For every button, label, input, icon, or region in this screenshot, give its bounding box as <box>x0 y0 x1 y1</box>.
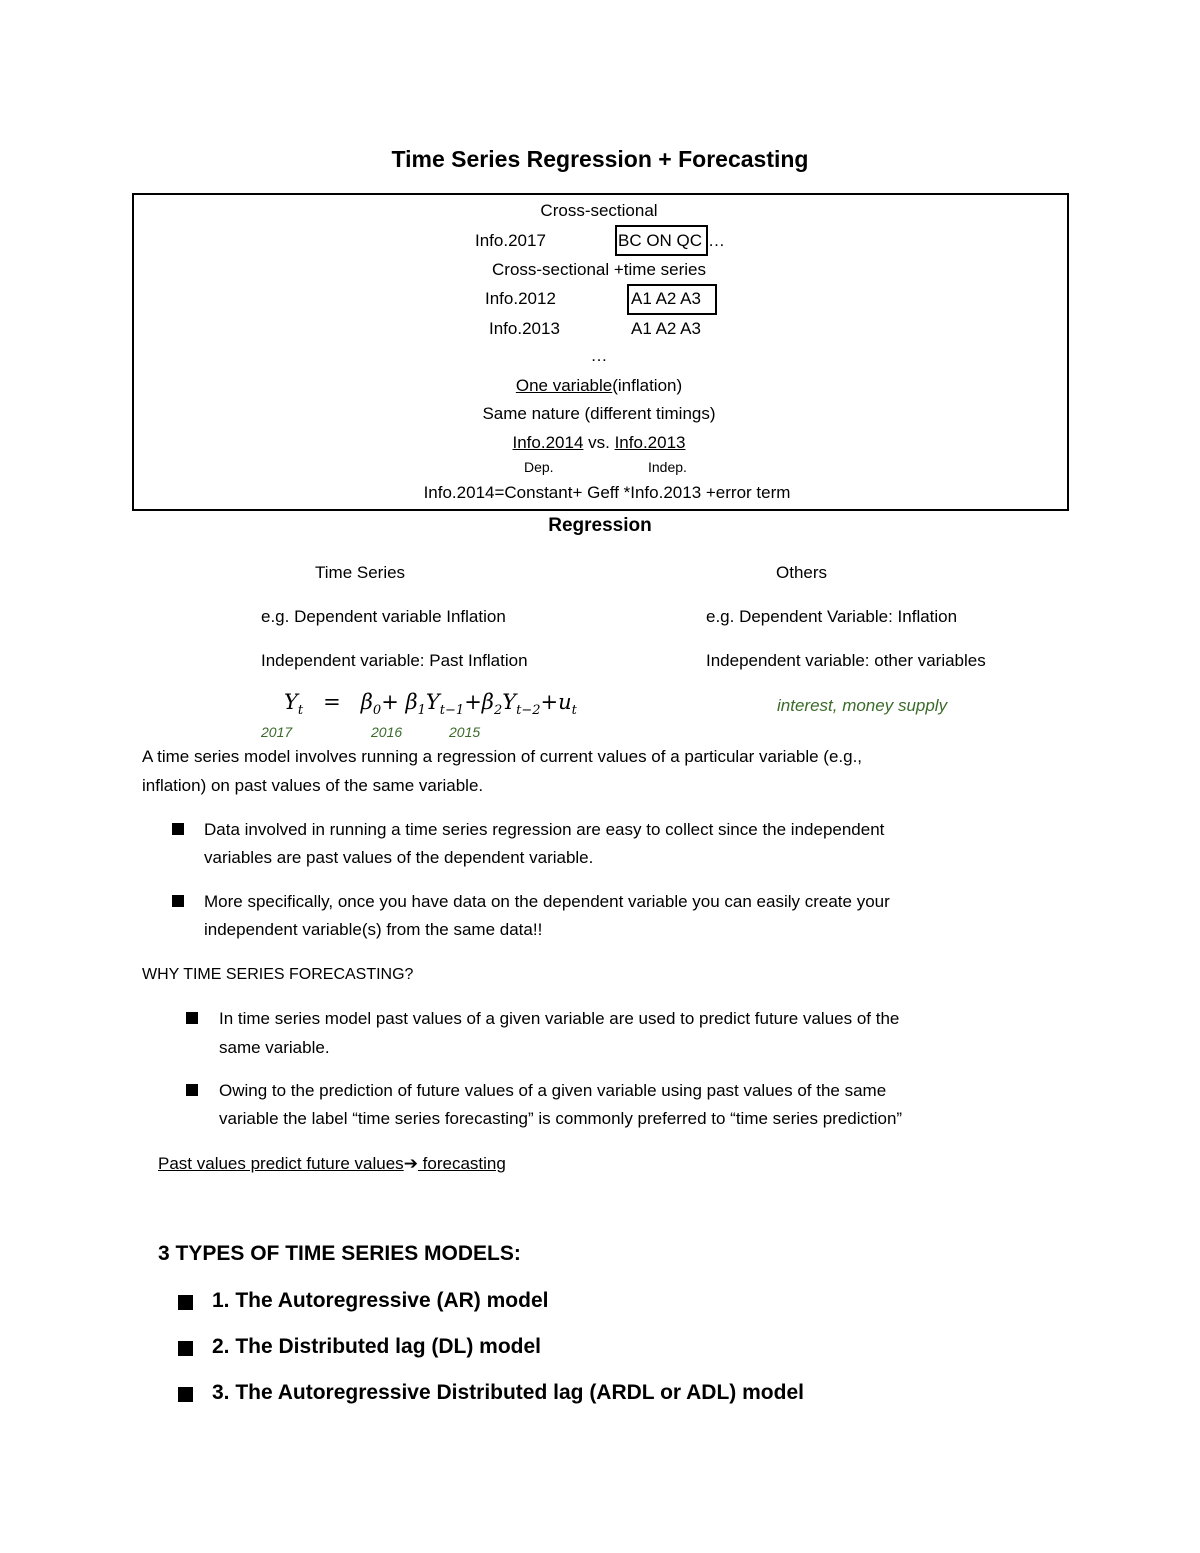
box-one-variable <box>516 375 682 397</box>
others-independent: Independent variable: other variables <box>706 651 986 670</box>
ts-dependent: e.g. Dependent variable Inflation <box>261 607 506 626</box>
arrow-right-icon: ➔ <box>403 1154 418 1173</box>
box-info-compare <box>513 432 686 454</box>
bullet2-line1: More specifically, once you have data on the dependent variable you can easily create your <box>204 892 890 911</box>
summary-underlined: Past values predict future values <box>158 1154 404 1173</box>
square-bullet-icon <box>186 1084 198 1096</box>
box-equation-text: Info.2014=Constant+ Geff *Info.2013 +error term <box>423 483 791 502</box>
square-bullet-icon <box>186 1012 198 1024</box>
ts-independent: Independent variable: Past Inflation <box>261 651 528 670</box>
ellipsis-tail: … <box>708 231 725 250</box>
formula: $Y_t$ = $\beta_0+ \beta_1Y_{t-1}+\beta_2Y_{t-2}+u_t$ <box>284 690 577 719</box>
paragraph-line-1: A time series model involves running a regression of current values of a particular variable (e.g., <box>142 747 863 766</box>
types-heading: 3 TYPES OF TIME SERIES MODELS: <box>158 1242 521 1265</box>
bullet1-line2: variables are past values of the dependent variable. <box>204 848 594 867</box>
dep-label: Dep. <box>524 459 554 475</box>
box-a-values-2013: A1 A2 A3 <box>631 319 701 338</box>
boxed-a-values: A1 A2 A3 <box>631 289 701 308</box>
others-note: interest, money supply <box>777 696 948 715</box>
box-info-2013: Info.2013 <box>489 319 560 338</box>
bullet3-line2: same variable. <box>219 1038 330 1057</box>
bullet1-line1: Data involved in running a time series regression are easy to collect since the independent <box>204 820 885 839</box>
type-ardl: 3. The Autoregressive Distributed lag (ARDL or ADL) model <box>212 1381 804 1404</box>
type-dl: 2. The Distributed lag (DL) model <box>212 1335 542 1358</box>
box-ellipsis: … <box>590 346 608 365</box>
indep-label: Indep. <box>648 459 687 475</box>
box-same-nature: Same nature (different timings) <box>482 404 716 423</box>
bullet4-line2: variable the label “time series forecasting” is commonly preferred to “time series prediction” <box>219 1109 903 1128</box>
year-2016: 2016 <box>371 724 403 740</box>
box-info-2017: Info.2017 <box>475 231 546 250</box>
bullet4-line1: Owing to the prediction of future values of a given variable using past values of the same <box>219 1081 887 1100</box>
year-2017: 2017 <box>261 724 293 740</box>
one-variable-rest: (inflation) <box>612 376 683 395</box>
time-series-heading: Time Series <box>315 563 406 582</box>
regression-heading: Regression <box>548 515 652 536</box>
box-info-2012: Info.2012 <box>485 289 556 308</box>
one-variable-underlined: One variable <box>515 376 613 395</box>
others-heading: Others <box>776 563 828 582</box>
paragraph-line-2: inflation) on past values of the same variable. <box>142 776 484 795</box>
square-bullet-icon <box>178 1341 193 1356</box>
square-bullet-icon <box>172 823 184 835</box>
square-bullet-icon <box>172 895 184 907</box>
bullet2-line2: independent variable(s) from the same data!! <box>204 920 543 939</box>
box-line-cross-sectional: Cross-sectional <box>540 201 658 220</box>
type-ar: 1. The Autoregressive (AR) model <box>212 1289 549 1312</box>
summary-line <box>158 1153 506 1175</box>
square-bullet-icon <box>178 1295 193 1310</box>
summary-forecasting: forecasting <box>417 1154 506 1173</box>
box-line-cross-sectional-time-series: Cross-sectional +time series <box>492 260 706 279</box>
why-heading: WHY TIME SERIES FORECASTING? <box>142 966 414 983</box>
info-2013-underlined: Info.2013 <box>614 433 686 452</box>
others-dependent: e.g. Dependent Variable: Inflation <box>706 607 958 626</box>
page-title: Time Series Regression + Forecasting <box>391 146 809 172</box>
bullet3-line1: In time series model past values of a given variable are used to predict future values of the <box>219 1009 900 1028</box>
info-2014-underlined: Info.2014 <box>512 433 584 452</box>
vs-text: vs. <box>583 433 615 452</box>
year-2015: 2015 <box>449 724 481 740</box>
square-bullet-icon <box>178 1387 193 1402</box>
boxed-provinces: BC ON QC <box>618 231 703 250</box>
